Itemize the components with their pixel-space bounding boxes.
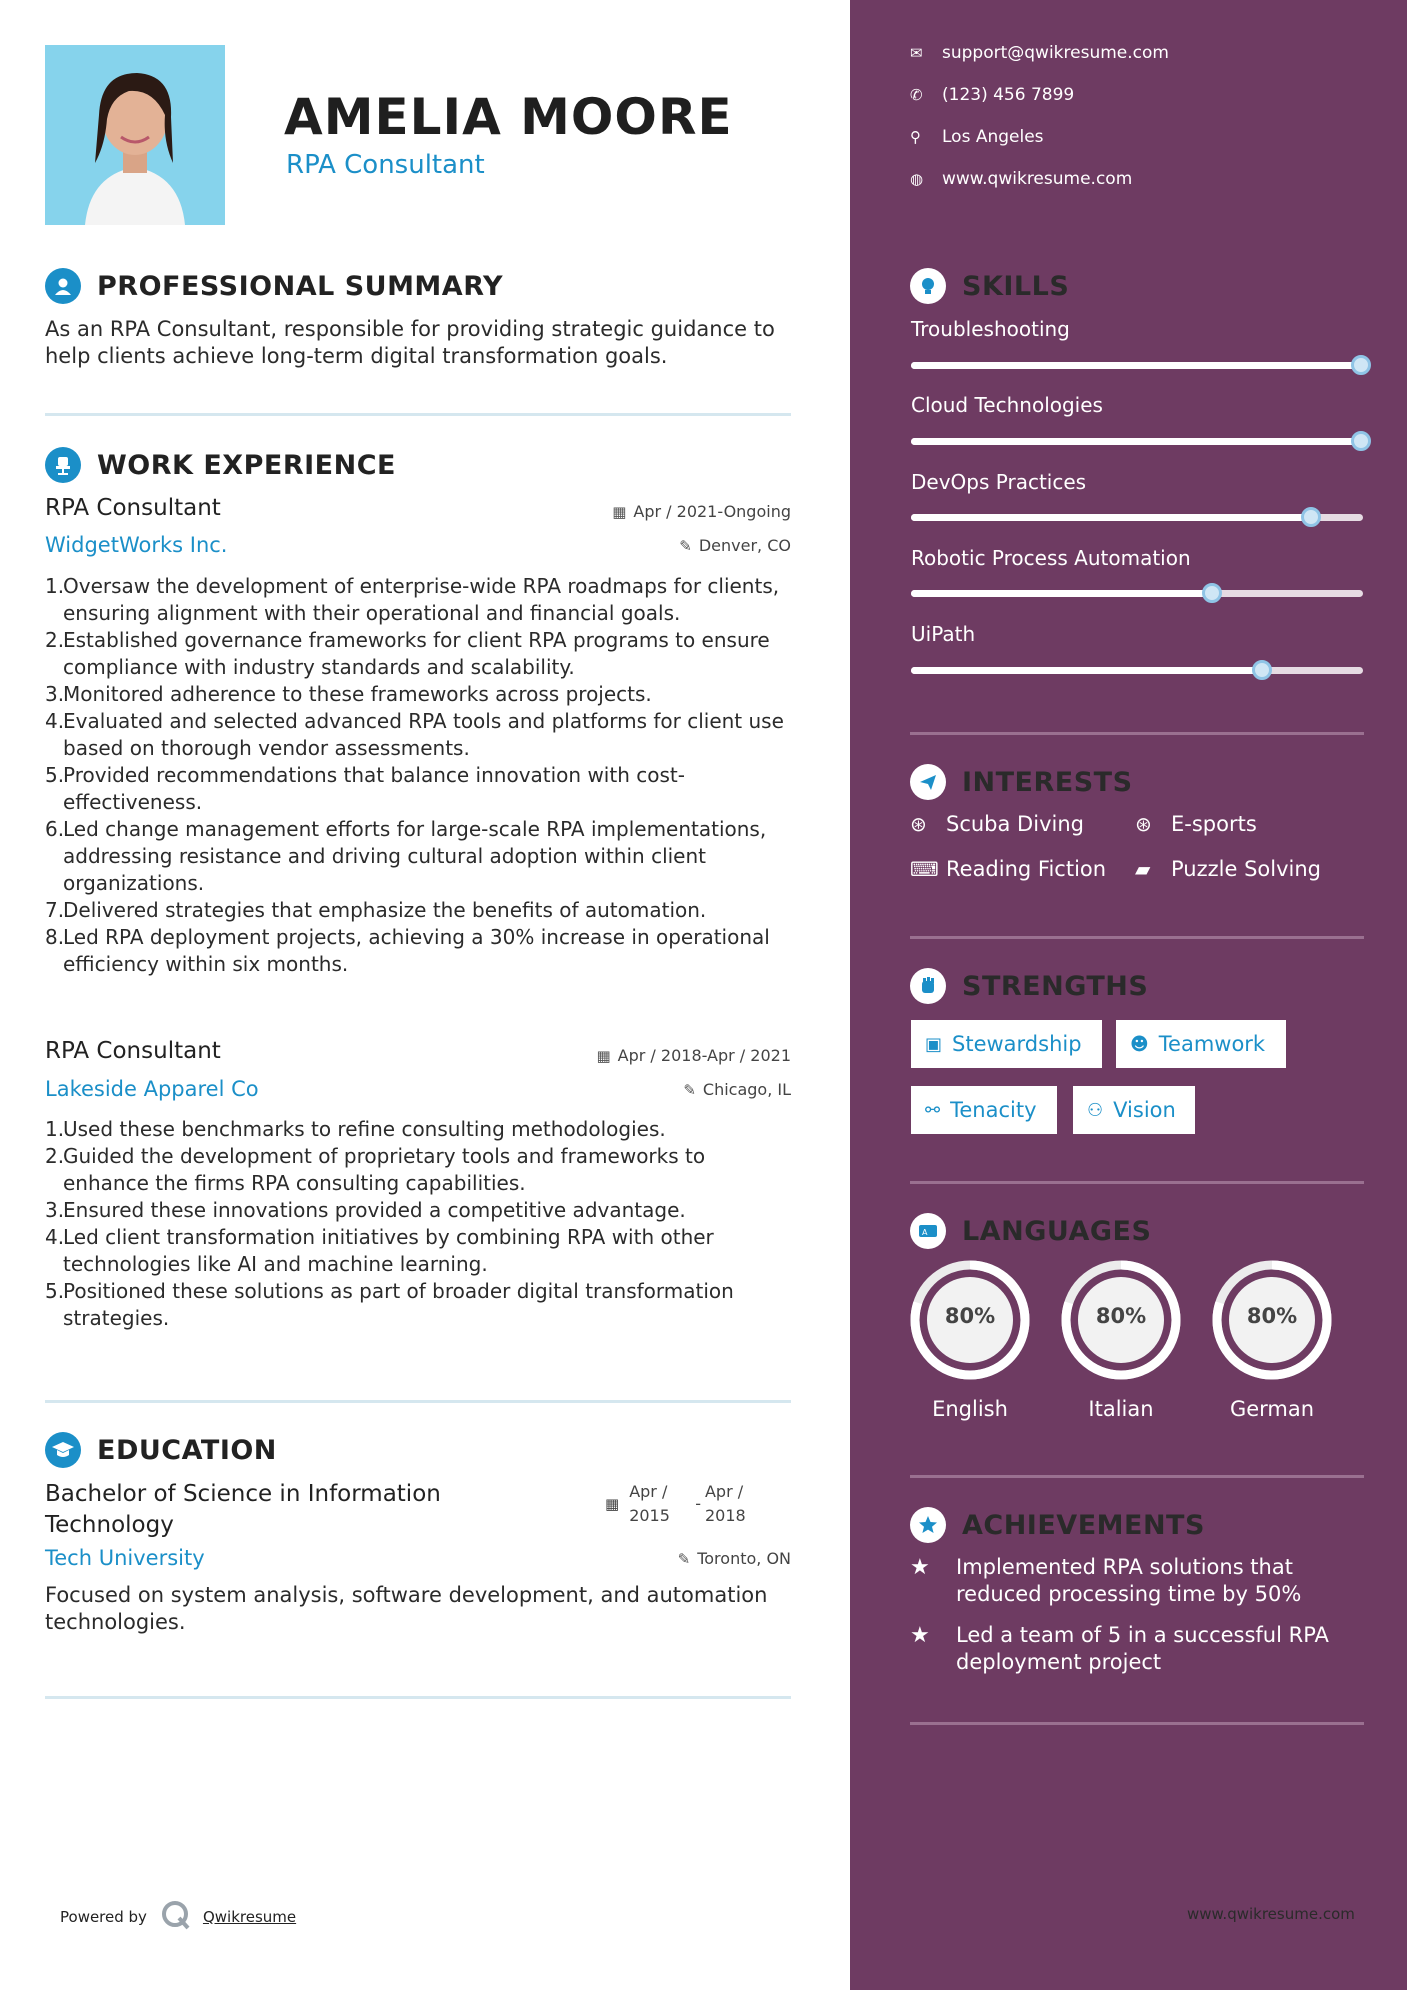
achievements-heading: [910, 1507, 1205, 1543]
job-responsibilities: [45, 1116, 785, 1332]
skill-bar-knob: [1351, 431, 1371, 451]
pin-icon: ✎: [679, 536, 692, 555]
globe-icon: ◍: [910, 170, 924, 188]
skill-bar-fill: [911, 438, 1363, 445]
qwikresume-logo-icon: [161, 1900, 191, 1934]
list-item: 2. Established governance frameworks for client RPA programs to ensure compliance with industry standards and scalability.: [45, 628, 770, 679]
skills-title: SKILLS: [962, 270, 1070, 302]
life-ring-icon: ⊛: [910, 812, 927, 836]
job-location: ✎ Chicago, IL: [683, 1080, 791, 1099]
lightbulb-icon: [910, 268, 946, 304]
users-icon: ☻: [1130, 1033, 1149, 1055]
language-name: Italian: [1088, 1397, 1154, 1421]
book-icon: ▰: [1135, 857, 1151, 881]
strength-chip: ⚇ Vision: [1073, 1086, 1195, 1134]
job-location: ✎ Denver, CO: [679, 536, 791, 555]
list-item: 4. Led client transformation initiatives by combining RPA with other technologies like AI and machine learning.: [45, 1225, 714, 1276]
education-title: EDUCATION: [97, 1434, 277, 1466]
list-item: 1. Oversaw the development of enterprise-wide RPA roadmaps for clients, ensuring alignment with their operational and financial goals.: [45, 574, 780, 625]
list-item: 8. Led RPA deployment projects, achieving a 30% increase in operational efficiency within six months.: [45, 925, 770, 976]
school-location: ✎ Toronto, ON: [677, 1549, 791, 1568]
powered-by: [60, 1900, 296, 1934]
list-item: 5. Provided recommendations that balance innovation with cost-effectiveness.: [45, 763, 685, 814]
education-start: Apr / 2015: [629, 1482, 670, 1525]
list-item: 5. Positioned these solutions as part of broader digital transformation strategies.: [45, 1279, 734, 1330]
skill-bar-knob: [1252, 660, 1272, 680]
shooting-star-icon: ★: [910, 1555, 930, 1580]
language-percent: 80%: [944, 1304, 996, 1328]
skill-bar: [911, 667, 1363, 674]
skill-label: Cloud Technologies: [911, 393, 1103, 417]
translate-icon: [910, 1213, 946, 1249]
skill-label: Troubleshooting: [911, 317, 1070, 341]
languages-title: LANGUAGES: [962, 1215, 1152, 1247]
strength-chip: ▣ Stewardship: [911, 1020, 1102, 1068]
job-company: Lakeside Apparel Co: [45, 1077, 259, 1101]
briefcase-icon: ▣: [925, 1033, 943, 1055]
date-separator: -: [695, 1494, 701, 1513]
pin-icon: ✎: [677, 1549, 691, 1568]
list-item: 1. Used these benchmarks to refine consulting methodologies.: [45, 1117, 666, 1141]
skill-label: Robotic Process Automation: [911, 546, 1191, 570]
user-icon: [45, 268, 81, 304]
envelope-icon: ✉: [910, 44, 923, 62]
achievement-item: ★ Implemented RPA solutions that reduced processing time by 50%: [910, 1555, 1302, 1606]
summary-text: As an RPA Consultant, responsible for providing strategic guidance to help clients achieve long-term digital transformation goals.: [45, 317, 775, 368]
list-item: 6. Led change management efforts for large-scale RPA implementations, addressing resistance and driving cultural adoption within client organizations.: [45, 817, 767, 895]
language-percent: 80%: [1095, 1304, 1147, 1328]
divider: [45, 413, 791, 416]
skill-bar-fill: [911, 362, 1363, 369]
experience-title: WORK EXPERIENCE: [97, 449, 396, 481]
skill-bar-fill: [911, 590, 1214, 597]
qwikresume-link[interactable]: Qwikresume: [202, 1908, 297, 1926]
language-name: German: [1229, 1397, 1315, 1421]
divider: [910, 732, 1364, 735]
divider: [910, 1722, 1364, 1725]
calendar-icon: ▦: [612, 502, 627, 521]
powered-by-label: Powered by: [60, 1908, 147, 1926]
pin-icon: ✎: [683, 1080, 696, 1099]
skill-bar-knob: [1202, 583, 1222, 603]
skill-bar: [911, 362, 1363, 369]
language-percent: 80%: [1246, 1304, 1298, 1328]
candidate-name: AMELIA MOORE: [284, 88, 733, 146]
svg-text:A: A: [922, 1228, 928, 1237]
chair-icon: [45, 447, 81, 483]
footer-website[interactable]: www.qwikresume.com: [1187, 1905, 1355, 1923]
life-ring-icon: ⊛: [1135, 812, 1152, 836]
shooting-star-icon: ★: [910, 1623, 930, 1648]
skill-bar: [911, 514, 1363, 521]
education-end: Apr / 2018: [704, 1482, 746, 1525]
education-description: Focused on system analysis, software development, and automation technologies.: [45, 1583, 768, 1634]
languages-heading: [910, 1213, 1151, 1249]
calendar-icon: ▦: [605, 1495, 620, 1513]
achievements-title: ACHIEVEMENTS: [962, 1509, 1205, 1541]
skill-bar-knob: [1351, 355, 1371, 375]
calendar-icon: ▦: [596, 1046, 611, 1065]
skill-label: UiPath: [911, 622, 976, 646]
strength-chip: ⚯ Tenacity: [911, 1086, 1057, 1134]
skill-bar-fill: [911, 667, 1264, 674]
candidate-role: RPA Consultant: [286, 150, 485, 180]
location-pin-icon: ⚲: [910, 128, 921, 146]
paper-plane-icon: [910, 764, 946, 800]
education-heading: [45, 1432, 277, 1468]
skill-label: DevOps Practices: [911, 470, 1087, 494]
contact-location: ⚲ Los Angeles: [910, 127, 1044, 147]
list-item: 7. Delivered strategies that emphasize the benefits of automation.: [45, 898, 707, 922]
job-date: ▦ Apr / 2021-Ongoing: [612, 502, 791, 521]
binoculars-icon: ⚇: [1087, 1099, 1104, 1121]
job-title: RPA Consultant: [45, 495, 221, 521]
list-item: 3. Monitored adherence to these frameworks across projects.: [45, 682, 652, 706]
summary-title: PROFESSIONAL SUMMARY: [97, 270, 504, 302]
skills-heading: [910, 268, 1069, 304]
experience-heading: [45, 447, 396, 483]
language-name: English: [932, 1397, 1008, 1421]
interest-item: ⊛ Scuba Diving: [910, 812, 1084, 836]
phone-icon: ✆: [910, 86, 923, 104]
job-date: ▦ Apr / 2018-Apr / 2021: [596, 1046, 791, 1065]
education-dates: [605, 1480, 767, 1528]
skill-bar-fill: [911, 514, 1313, 521]
achievement-item: ★ Led a team of 5 in a successful RPA deployment project: [910, 1623, 1329, 1674]
fist-icon: [910, 968, 946, 1004]
interest-item: ⊛ E-sports: [1135, 812, 1257, 836]
contact-email[interactable]: ✉ support@qwikresume.com: [910, 43, 1169, 63]
divider: [910, 936, 1364, 939]
graduation-cap-icon: [45, 1432, 81, 1468]
gamepad-icon: ⌨: [910, 857, 939, 881]
list-item: 4. Evaluated and selected advanced RPA tools and platforms for client use based on thorough vendor assessments.: [45, 709, 784, 760]
list-item: 2. Guided the development of proprietary tools and frameworks to enhance the firms RPA consulting capabilities.: [45, 1144, 706, 1195]
divider: [45, 1696, 791, 1699]
divider: [45, 1400, 791, 1403]
job-title: RPA Consultant: [45, 1038, 221, 1064]
job-responsibilities: [45, 573, 785, 978]
interest-item: ⌨ Reading Fiction: [910, 857, 1107, 881]
contact-website[interactable]: ◍ www.qwikresume.com: [910, 169, 1133, 189]
interests-heading: [910, 764, 1133, 800]
school: Tech University: [45, 1546, 205, 1570]
strengths-heading: [910, 968, 1148, 1004]
interests-title: INTERESTS: [962, 766, 1133, 798]
divider: [910, 1475, 1364, 1478]
interest-item: ▰ Puzzle Solving: [1135, 857, 1321, 881]
summary-heading: [45, 268, 503, 304]
strengths-title: STRENGTHS: [962, 970, 1149, 1002]
list-item: 3. Ensured these innovations provided a competitive advantage.: [45, 1198, 686, 1222]
link-icon: ⚯: [925, 1099, 941, 1121]
skill-bar: [911, 438, 1363, 445]
star-badge-icon: [910, 1507, 946, 1543]
degree: Bachelor of Science in Information Technology: [45, 1481, 441, 1538]
job-company: WidgetWorks Inc.: [45, 533, 228, 557]
contact-phone[interactable]: ✆ (123) 456 7899: [910, 85, 1075, 105]
divider: [910, 1181, 1364, 1184]
strength-chip: ☻ Teamwork: [1116, 1020, 1286, 1068]
profile-photo: [45, 45, 225, 225]
skill-bar: [911, 590, 1363, 597]
